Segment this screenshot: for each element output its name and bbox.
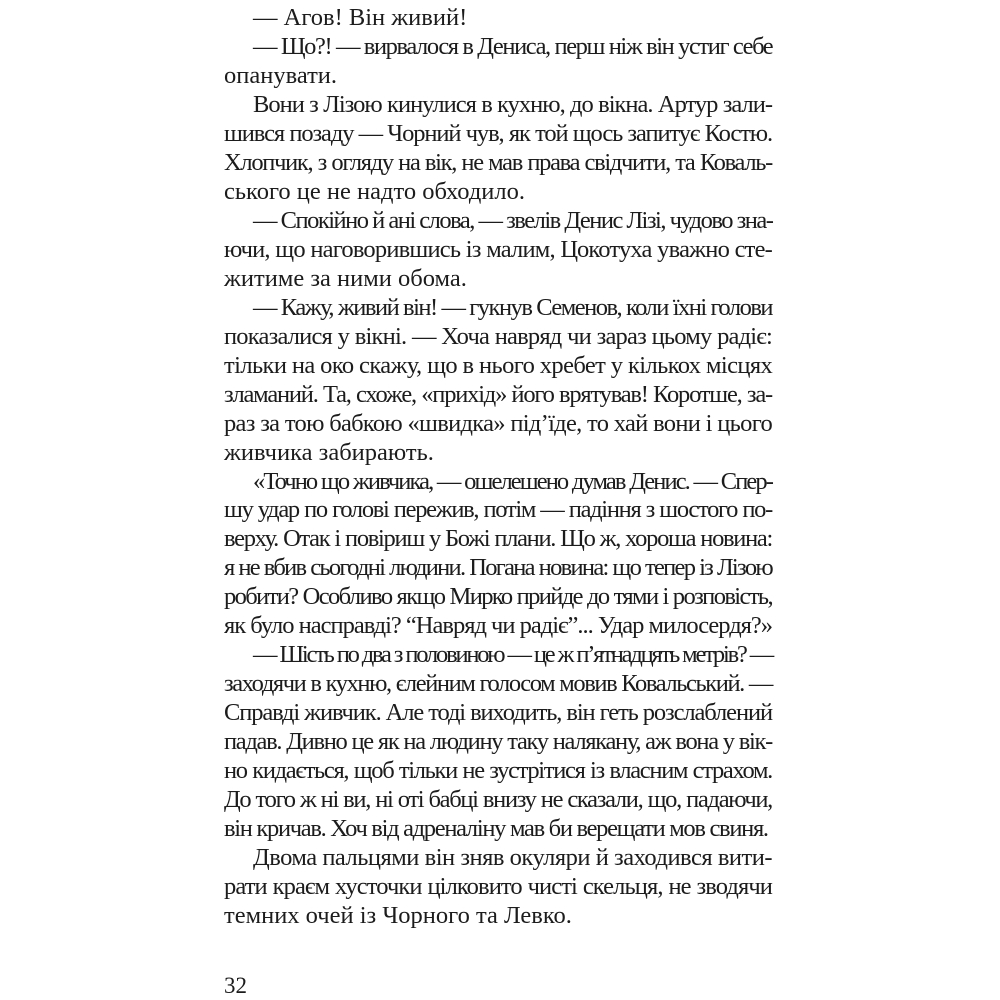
text-line: Справді живчик. Але тоді виходить, він геть розслаблений <box>224 699 772 727</box>
text-line: — Що?! — вирвалося в Дениса, перш ніж він устиг себе <box>253 32 773 60</box>
text-line: падав. Дивно це як на людину таку налякану, аж вона у вік- <box>224 728 772 756</box>
text-line: Двома пальцями він зняв окуляри й заходився вити- <box>253 844 772 872</box>
text-line: ського це не надто обходило. <box>224 177 526 205</box>
text-line: Вони з Лізою кинулися в кухню, до вікна. Артур зали- <box>253 90 772 118</box>
text-line: показалися у вікні. — Хоча навряд чи зараз цьому радіє: <box>224 322 772 350</box>
text-line: рати краєм хусточки цілковито чисті скельця, не зводячи <box>224 873 772 901</box>
text-line: но кидається, щоб тільки не зустрітися із власним страхом. <box>224 757 772 785</box>
text-line: житиме за ними обома. <box>224 264 467 292</box>
text-line: опанувати. <box>224 61 338 89</box>
text-line: До того ж ні ви, ні оті бабці внизу не сказали, що, падаючи, <box>224 786 772 814</box>
text-line: я не вбив сьогодні людини. Погана новина: що тепер із Лізою <box>224 554 772 582</box>
text-line: — Спокійно й ані слова, — звелів Денис Лізі, чудово зна- <box>253 206 773 234</box>
text-line: — Агов! Він живий! <box>253 4 468 31</box>
text-line: шився позаду — Чорний чув, як той щось запитує Костю. <box>224 119 772 147</box>
text-line: робити? Особливо якщо Мирко прийде до тями і розповість, <box>224 583 772 611</box>
text-line: живчика забирають. <box>224 438 434 466</box>
text-line: Хлопчик, з огляду на вік, не мав права свідчити, та Коваль- <box>224 148 772 176</box>
text-line: зламаний. Та, схоже, «прихід» його врятував! Коротше, за- <box>224 380 772 408</box>
text-line: шу удар по голові пережив, потім — падіння з шостого по- <box>224 496 772 524</box>
text-line: верху. Отак і повіриш у Божі плани. Що ж, хороша новина: <box>224 525 772 553</box>
text-line: — Кажу, живий він! — гукнув Семенов, коли їхні голови <box>253 293 772 321</box>
text-line: — Шість по два з половиною — це ж п’ятнадцять метрів? — <box>253 641 772 669</box>
text-line: «Точно що живчика, — ошелешено думав Денис. — Спер- <box>253 467 772 495</box>
text-line: заходячи в кухню, єлейним голосом мовив Ковальський. — <box>224 670 772 698</box>
text-line: раз за тою бабкою «швидка» під’їде, то хай вони і цього <box>224 409 772 437</box>
text-line: він кричав. Хоч від адреналіну мав би верещати мов свиня. <box>224 815 768 843</box>
text-line: тільки на око скажу, що в нього хребет у кількох місцях <box>224 351 773 379</box>
text-line: як було насправді? “Навряд чи радіє”... Удар милосердя?» <box>224 612 773 640</box>
text-line: темних очей із Чорного та Левко. <box>224 902 572 930</box>
text-line: ючи, що наговорившись із малим, Цокотуха уважно сте- <box>224 235 772 263</box>
page-number: 32 <box>224 973 247 998</box>
